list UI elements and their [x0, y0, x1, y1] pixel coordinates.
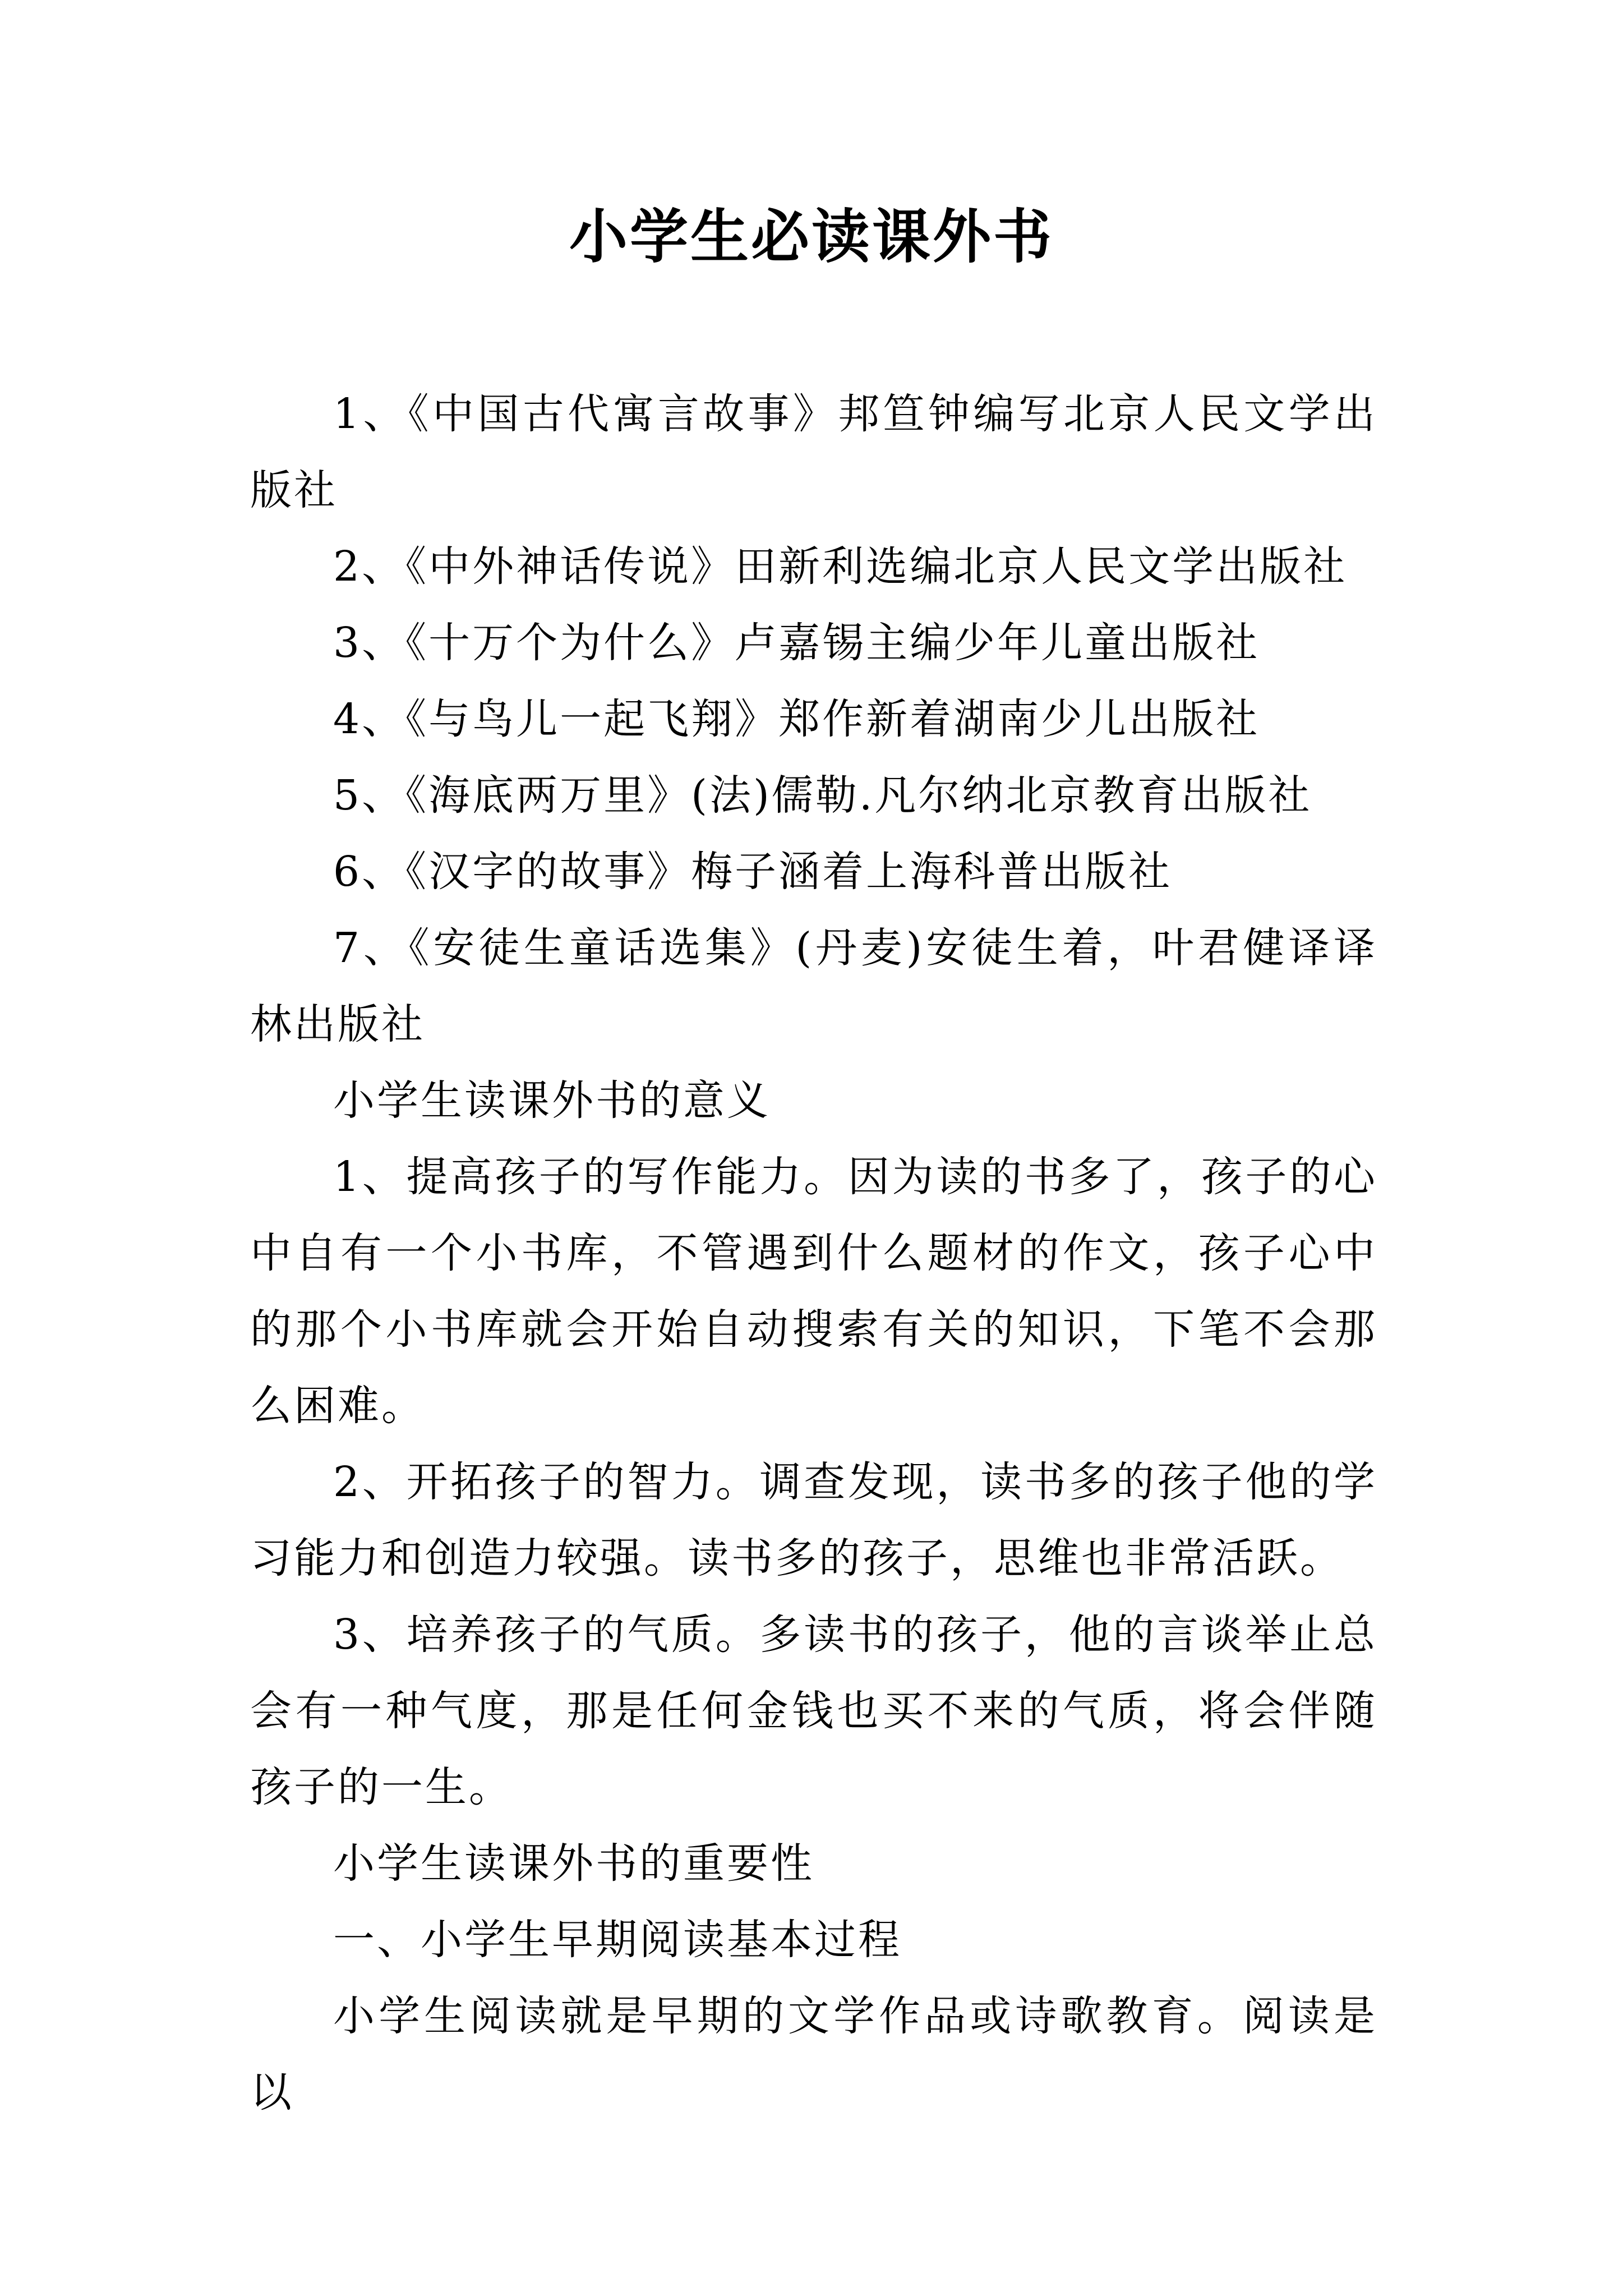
section-heading-importance: 小学生读课外书的重要性 — [333, 1839, 814, 1888]
book-list-item-2: 2、《中外神话传说》田新利选编北京人民文学出版社 — [333, 542, 1348, 591]
body-paragraph: 小学生阅读就是早期的文学作品或诗歌教育。阅读是以 — [250, 1992, 1377, 2116]
significance-point-2: 2、开拓孩子的智力。调查发现，读书多的孩子他的学习能力和创造力较强。读书多的孩子，思维也非常活跃。 — [250, 1458, 1377, 1582]
book-list-item-3: 3、《十万个为什么》卢嘉锡主编少年儿童出版社 — [333, 619, 1260, 667]
book-list-item-6: 6、《汉字的故事》梅子涵着上海科普出版社 — [333, 848, 1173, 896]
significance-point-1: 1、提高孩子的写作能力。因为读的书多了，孩子的心中自有一个小书库，不管遇到什么题材的作文，孩子心中的那个小书库就会开始自动搜索有关的知识，下笔不会那么困难。 — [250, 1153, 1377, 1430]
book-list-item-1: 1、《中国古代寓言故事》邦笪钟编写北京人民文学出版社 — [250, 390, 1377, 514]
significance-point-3: 3、培养孩子的气质。多读书的孩子，他的言谈举止总会有一种气度，那是任何金钱也买不来的气质，将会伴随孩子的一生。 — [250, 1611, 1377, 1811]
subsection-heading-reading-process: 一、小学生早期阅读基本过程 — [333, 1916, 902, 1964]
document-body — [250, 376, 1377, 2131]
book-list-item-7: 7、《安徒生童话选集》(丹麦)安徒生着，叶君健译译林出版社 — [250, 924, 1377, 1048]
book-list-item-4: 4、《与鸟儿一起飞翔》郑作新着湖南少儿出版社 — [333, 695, 1260, 743]
book-list-item-5: 5、《海底两万里》(法)儒勒.凡尔纳北京教育出版社 — [333, 771, 1312, 820]
document-title: 小学生必读课外书 — [569, 202, 1054, 271]
section-heading-significance: 小学生读课外书的意义 — [333, 1076, 771, 1125]
